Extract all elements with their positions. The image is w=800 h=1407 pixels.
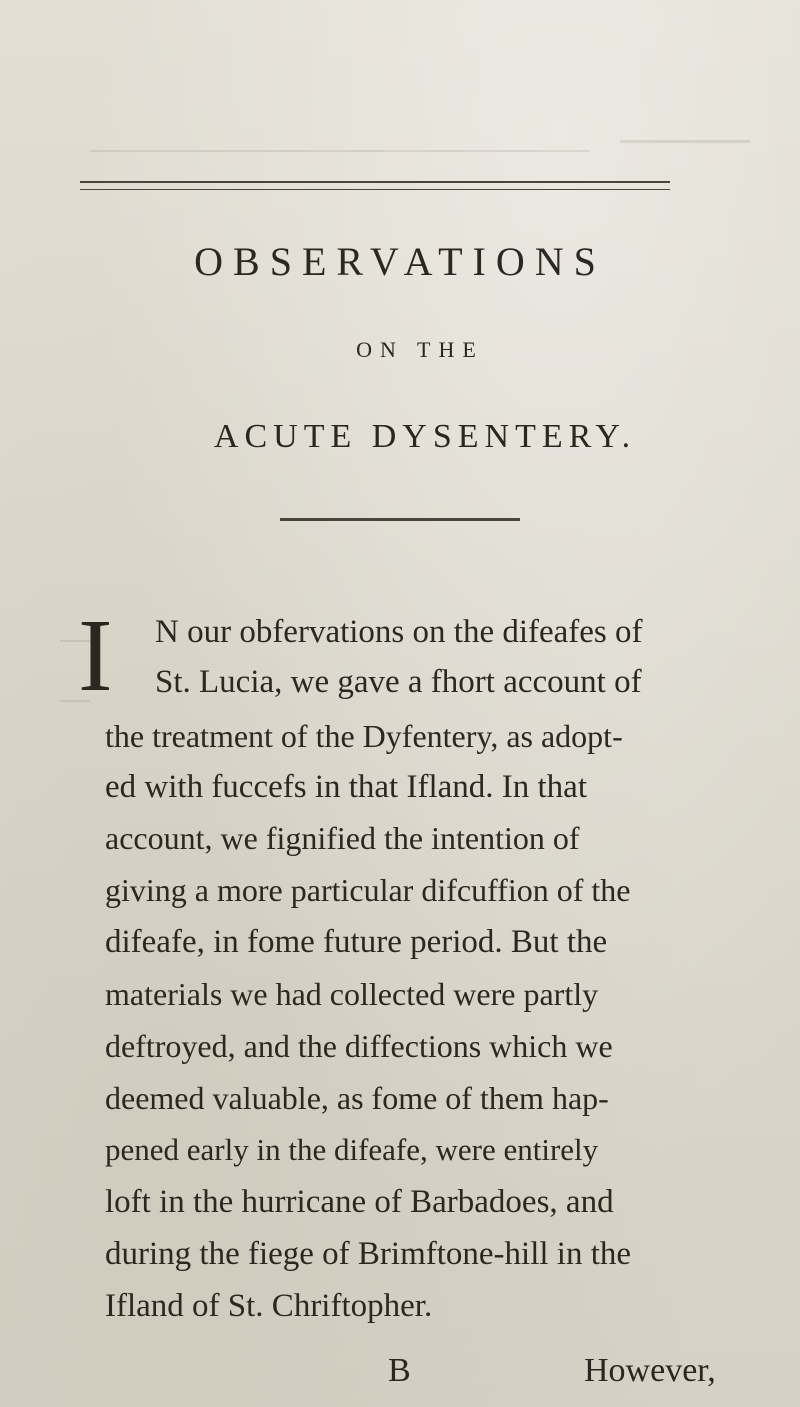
body-line: account, we fignified the intention of [105,820,580,856]
page-subject: ACUTE DYSENTERY. [213,418,637,455]
body-line: Ifland of St. Chriftopher. [105,1288,433,1324]
body-line: during the fiege of Brimftone-hill in the [105,1236,632,1272]
drop-cap: I [78,598,113,713]
body-line: difeafe, in fome future period. But the [105,924,608,960]
body-line: N our obfervations on the difeafes of [155,614,643,650]
catchword: However, [584,1352,716,1389]
body-line: loft in the hurricane of Barbadoes, and [105,1184,614,1220]
body-line: St. Lucia, we gave a fhort account of [155,664,642,700]
body-line: giving a more particular difcuffion of the [105,872,631,908]
body-line: ed with fuccefs in that Ifland. In that [105,769,587,805]
page-subtitle: ON THE [356,337,484,362]
top-double-rule [80,181,670,190]
body-line: the treatment of the Dyfentery, as adopt- [105,718,623,754]
body-line: materials we had collected were partly [105,976,599,1012]
page-title: OBSERVATIONS [194,239,606,284]
body-line: deftroyed, and the diffections which we [105,1028,613,1064]
section-divider-rule [280,518,520,521]
body-line: pened early in the difeafe, were entirely [105,1132,599,1167]
signature-mark: B [388,1352,411,1389]
body-line: deemed valuable, as fome of them hap- [105,1080,609,1116]
